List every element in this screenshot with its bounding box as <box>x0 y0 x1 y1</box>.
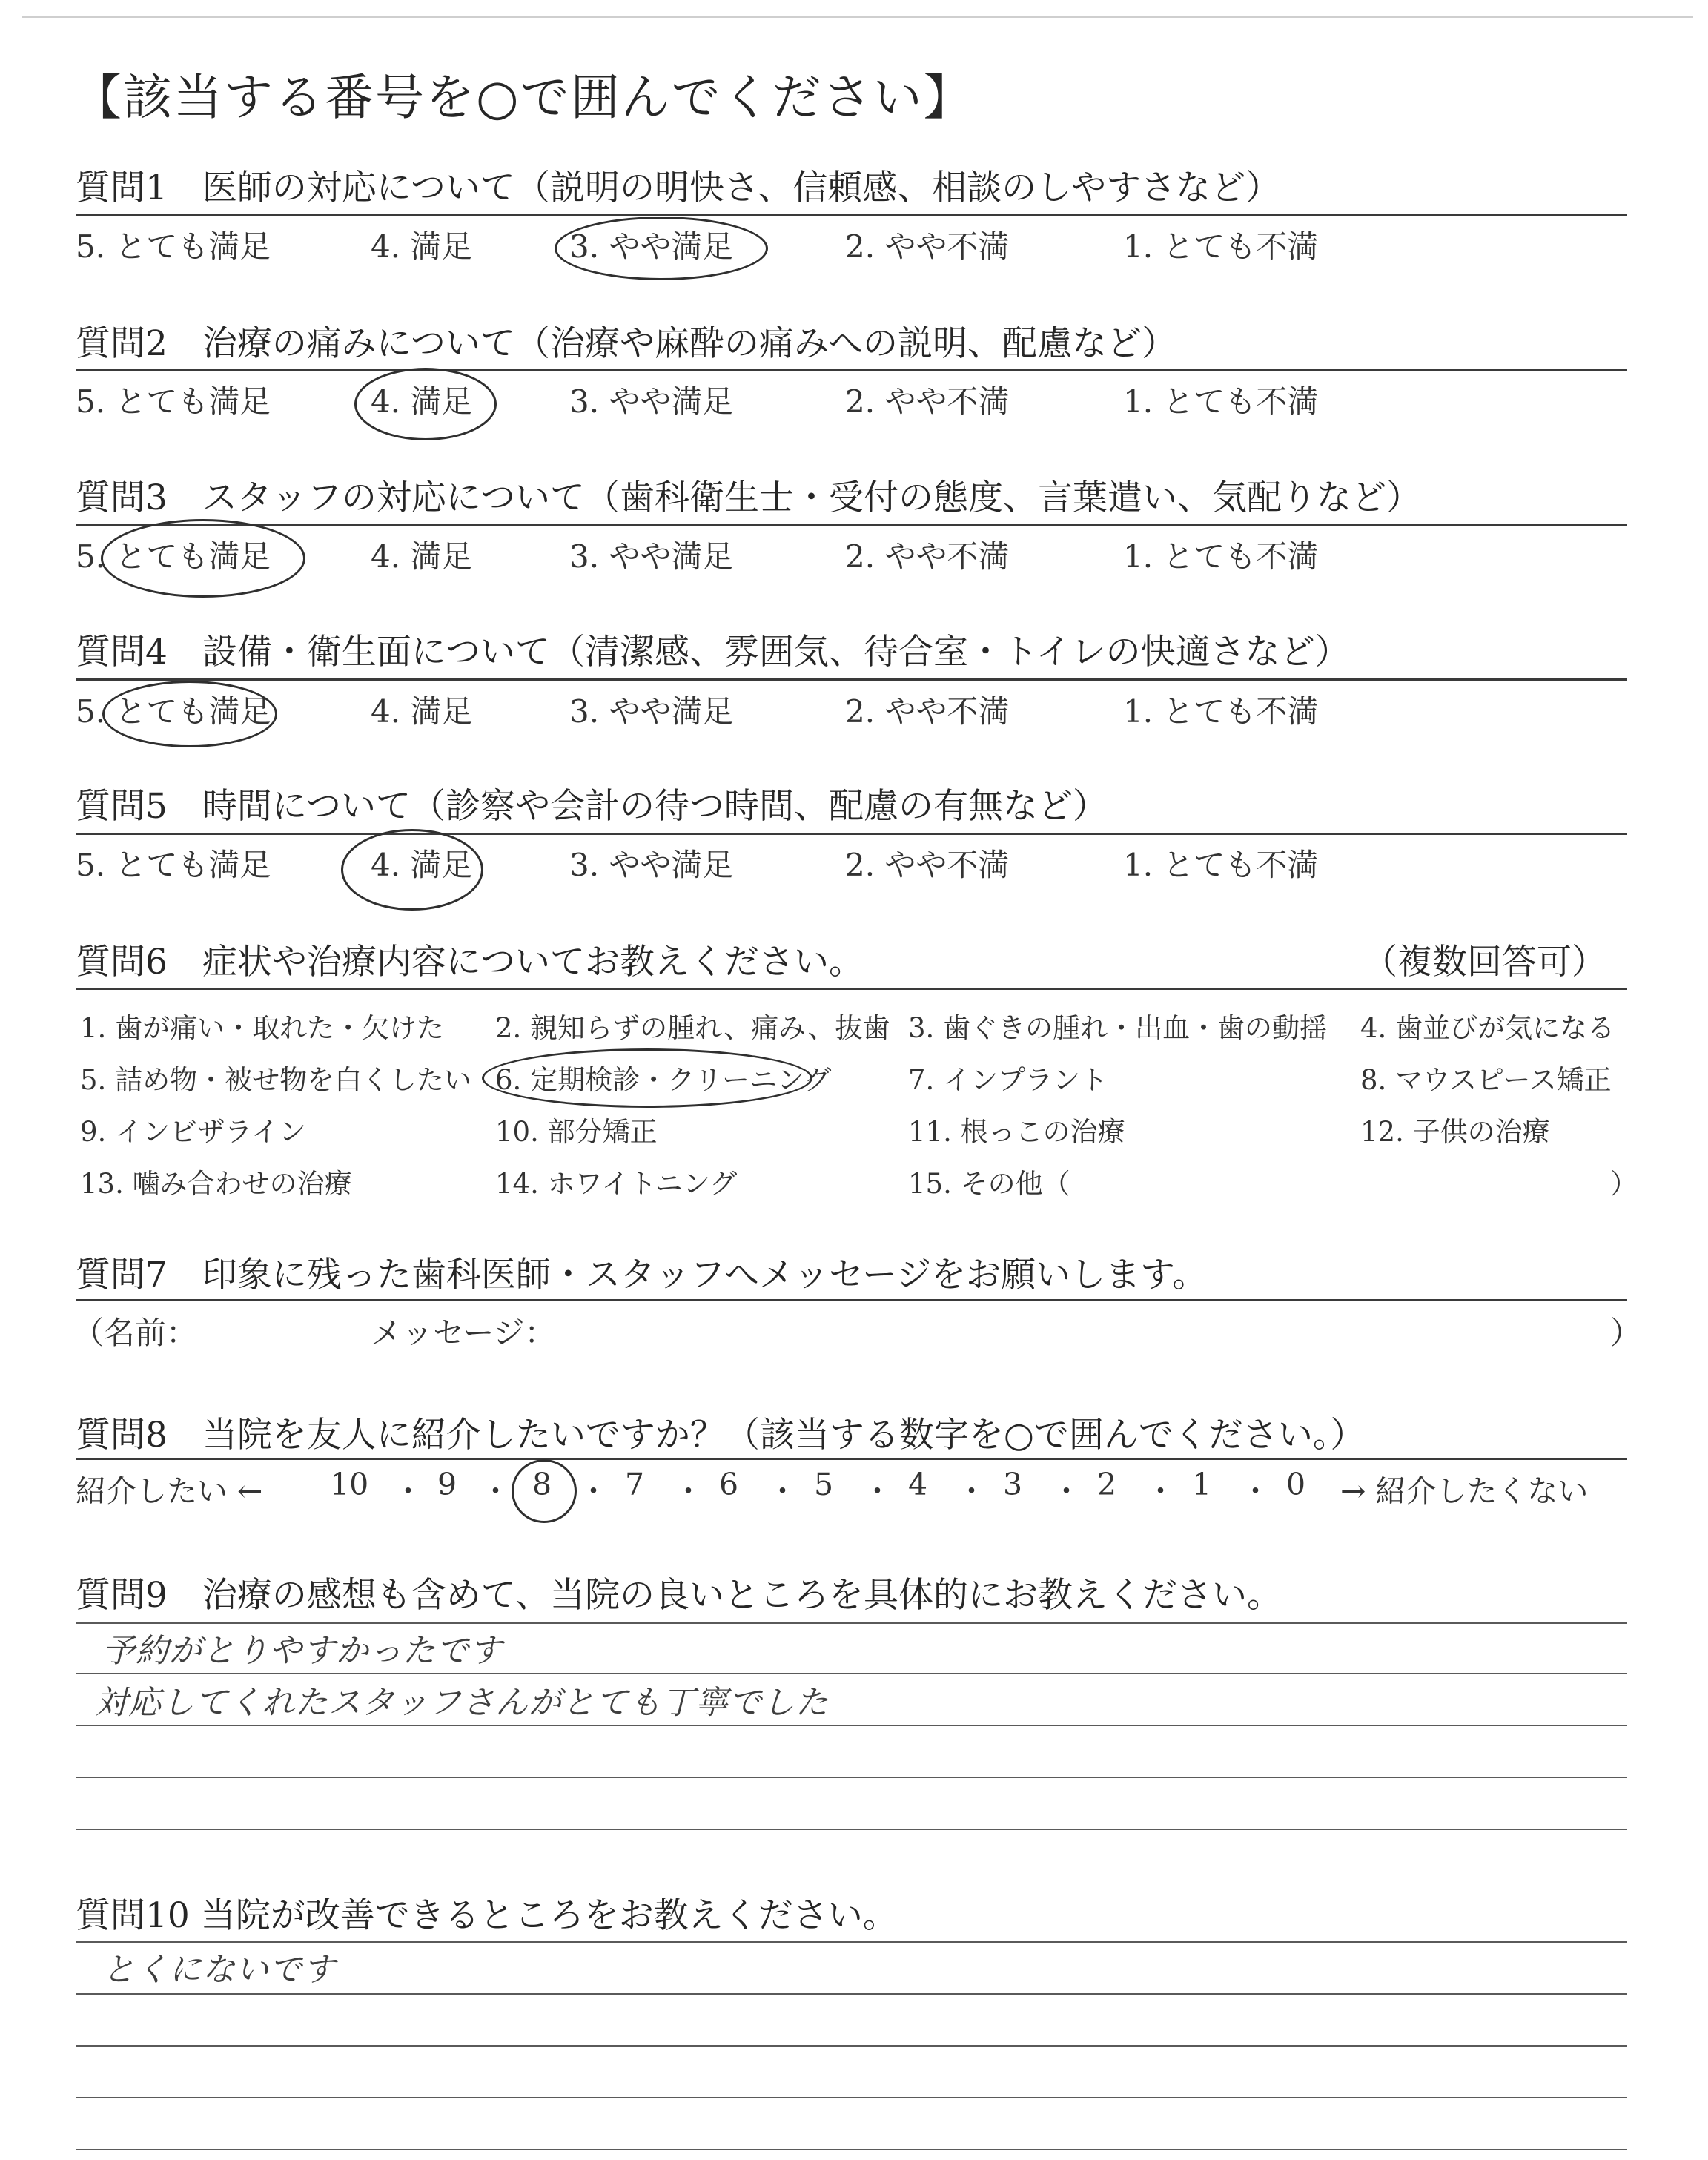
q4-option-3[interactable]: 3. やや満足 <box>569 693 734 730</box>
q3-option-3[interactable]: 3. やや満足 <box>569 538 734 575</box>
q9-line-5 <box>76 1829 1627 1830</box>
q4-option-4[interactable]: 4. 満足 <box>371 693 473 730</box>
q2-selection-circle <box>354 368 497 440</box>
q3-option-2[interactable]: 2. やや不満 <box>845 538 1010 575</box>
q8-value-5[interactable]: 5 <box>814 1467 834 1502</box>
q8-value-9[interactable]: 9 <box>437 1467 457 1502</box>
q8-value-7[interactable]: 7 <box>625 1467 645 1502</box>
question-1-title: 質問1 医師の対応について（説明の明快さ、信頼感、相談のしやすさなど） <box>76 168 1281 208</box>
q7-close-paren: ） <box>1610 1315 1642 1351</box>
q1-selection-circle <box>555 217 768 280</box>
question-8-title: 質問8 当院を友人に紹介したいですか？（該当する数字を○で囲んでください。） <box>76 1415 1366 1456</box>
q8-value-10[interactable]: 10 <box>330 1467 369 1502</box>
q10-line-4 <box>76 2097 1627 2098</box>
q8-value-3[interactable]: 3 <box>1003 1467 1023 1502</box>
question-1-rule <box>76 214 1627 216</box>
q8-value-4[interactable]: 4 <box>908 1467 928 1502</box>
q9-answer-line-2: 対応してくれたスタッフさんがとても丁寧でした <box>95 1684 829 1722</box>
q6-item-3[interactable]: 3. 歯ぐきの腫れ・出血・歯の動揺 <box>908 1012 1328 1044</box>
q7-message-label: メッセージ： <box>371 1315 556 1351</box>
top-border <box>22 16 1693 18</box>
question-2-title: 質問2 治療の痛みについて（治療や麻酔の痛みへの説明、配慮など） <box>76 323 1177 364</box>
question-4-title: 質問4 設備・衛生面について（清潔感、雰囲気、待合室・トイレの快適さなど） <box>76 632 1350 673</box>
q2-option-1[interactable]: 1. とても不満 <box>1123 383 1319 420</box>
q6-item-15[interactable]: 15. その他（ <box>908 1168 1070 1200</box>
q6-item-8[interactable]: 8. マウスピース矯正 <box>1360 1064 1612 1096</box>
question-9-title: 質問9 治療の感想も含めて、当院の良いところを具体的にお教えください。 <box>76 1575 1282 1616</box>
q8-dot: ・ <box>956 1473 987 1509</box>
question-4-rule <box>76 678 1627 681</box>
q6-item-9[interactable]: 9. インビザライン <box>80 1116 306 1148</box>
q1-option-4[interactable]: 4. 満足 <box>371 228 473 265</box>
q9-line-3 <box>76 1725 1627 1726</box>
q8-dot: ・ <box>862 1473 893 1509</box>
q5-option-5[interactable]: 5. とても満足 <box>76 847 271 883</box>
q6-item-13[interactable]: 13. 噛み合わせの治療 <box>80 1168 352 1200</box>
q1-option-2[interactable]: 2. やや不満 <box>845 228 1010 265</box>
q6-item-10[interactable]: 10. 部分矯正 <box>495 1116 658 1148</box>
question-6-title: 質問6 症状や治療内容についてお教えください。 <box>76 942 864 982</box>
q4-option-5[interactable]: 5. とても満足 <box>76 693 271 730</box>
q8-dot: ・ <box>1145 1473 1176 1509</box>
q6-item-2[interactable]: 2. 親知らずの腫れ、痛み、抜歯 <box>495 1012 890 1044</box>
q5-option-1[interactable]: 1. とても不満 <box>1123 847 1319 883</box>
q6-item-4[interactable]: 4. 歯並びが気になる <box>1360 1012 1615 1044</box>
question-5-rule <box>76 833 1627 835</box>
q3-option-5[interactable]: 5. とても満足 <box>76 538 271 575</box>
q4-option-1[interactable]: 1. とても不満 <box>1123 693 1319 730</box>
q6-other-close-paren: ） <box>1610 1168 1638 1200</box>
q8-value-0[interactable]: 0 <box>1286 1467 1306 1502</box>
q2-option-2[interactable]: 2. やや不満 <box>845 383 1010 420</box>
q6-item-11[interactable]: 11. 根っこの治療 <box>908 1116 1125 1148</box>
q1-option-3[interactable]: 3. やや満足 <box>569 228 734 265</box>
q6-item-12[interactable]: 12. 子供の治療 <box>1360 1116 1550 1148</box>
q4-option-2[interactable]: 2. やや不満 <box>845 693 1010 730</box>
q8-dot: ・ <box>673 1473 704 1509</box>
q6-selection-circle <box>482 1048 812 1108</box>
q6-item-14[interactable]: 14. ホワイトニング <box>495 1168 738 1200</box>
q7-name-label: （名前： <box>73 1315 198 1351</box>
question-7-title: 質問7 印象に残った歯科医師・スタッフへメッセージをお願いします。 <box>76 1255 1208 1295</box>
q8-value-6[interactable]: 6 <box>719 1467 739 1502</box>
q5-selection-circle <box>341 829 483 911</box>
q8-left-label: 紹介したい ← <box>76 1473 263 1509</box>
q8-dot: ・ <box>1240 1473 1271 1509</box>
q8-value-1[interactable]: 1 <box>1192 1467 1212 1502</box>
q8-dot: ・ <box>480 1473 511 1509</box>
question-3-rule <box>76 524 1627 526</box>
q8-dot: ・ <box>767 1473 798 1509</box>
q10-line-2 <box>76 1993 1627 1995</box>
q9-line-4 <box>76 1777 1627 1778</box>
q1-option-5[interactable]: 5. とても満足 <box>76 228 271 265</box>
q8-dot: ・ <box>393 1473 423 1509</box>
q8-value-2[interactable]: 2 <box>1097 1467 1117 1502</box>
q5-option-2[interactable]: 2. やや不満 <box>845 847 1010 883</box>
question-3-title: 質問3 スタッフの対応について（歯科衛生士・受付の態度、言葉遣い、気配りなど） <box>76 478 1421 518</box>
q9-answer-line-1: 予約がとりやすかったです <box>102 1632 503 1670</box>
q6-item-5[interactable]: 5. 詰め物・被せ物を白くしたい <box>80 1064 472 1096</box>
q3-option-4[interactable]: 4. 満足 <box>371 538 473 575</box>
question-5-title: 質問5 時間について（診察や会計の待つ時間、配慮の有無など） <box>76 786 1108 827</box>
question-2-rule <box>76 369 1627 371</box>
q8-value-8[interactable]: 8 <box>532 1467 552 1502</box>
q10-line-5 <box>76 2149 1627 2150</box>
q4-selection-circle <box>102 681 277 747</box>
question-6-note: （複数回答可） <box>1363 942 1606 982</box>
q8-right-label: → 紹介したくない <box>1340 1473 1589 1509</box>
q8-dot: ・ <box>1051 1473 1082 1509</box>
q3-selection-circle <box>101 519 305 598</box>
q2-option-5[interactable]: 5. とても満足 <box>76 383 271 420</box>
survey-heading: 【該当する番号を○で囲んでください】 <box>73 69 974 126</box>
q6-item-1[interactable]: 1. 歯が痛い・取れた・欠けた <box>80 1012 445 1044</box>
q1-option-1[interactable]: 1. とても不満 <box>1123 228 1319 265</box>
q5-option-4[interactable]: 4. 満足 <box>371 847 473 883</box>
q2-option-4[interactable]: 4. 満足 <box>371 383 473 420</box>
q9-line-2 <box>76 1673 1627 1674</box>
question-10-title: 質問10 当院が改善できるところをお教えください。 <box>76 1895 898 1936</box>
q8-dot: ・ <box>578 1473 609 1509</box>
question-7-rule <box>76 1299 1627 1301</box>
question-8-rule <box>76 1458 1627 1460</box>
q3-option-1[interactable]: 1. とても不満 <box>1123 538 1319 575</box>
q5-option-3[interactable]: 3. やや満足 <box>569 847 734 883</box>
q8-selection-circle <box>512 1459 577 1523</box>
q2-option-3[interactable]: 3. やや満足 <box>569 383 734 420</box>
q10-line-3 <box>76 2045 1627 2047</box>
question-6-rule <box>76 988 1627 990</box>
q6-item-7[interactable]: 7. インプラント <box>908 1064 1108 1096</box>
q10-answer-line-1: とくにないです <box>102 1951 336 1989</box>
q6-item-6[interactable]: 6. 定期検診・クリーニング <box>495 1064 832 1096</box>
